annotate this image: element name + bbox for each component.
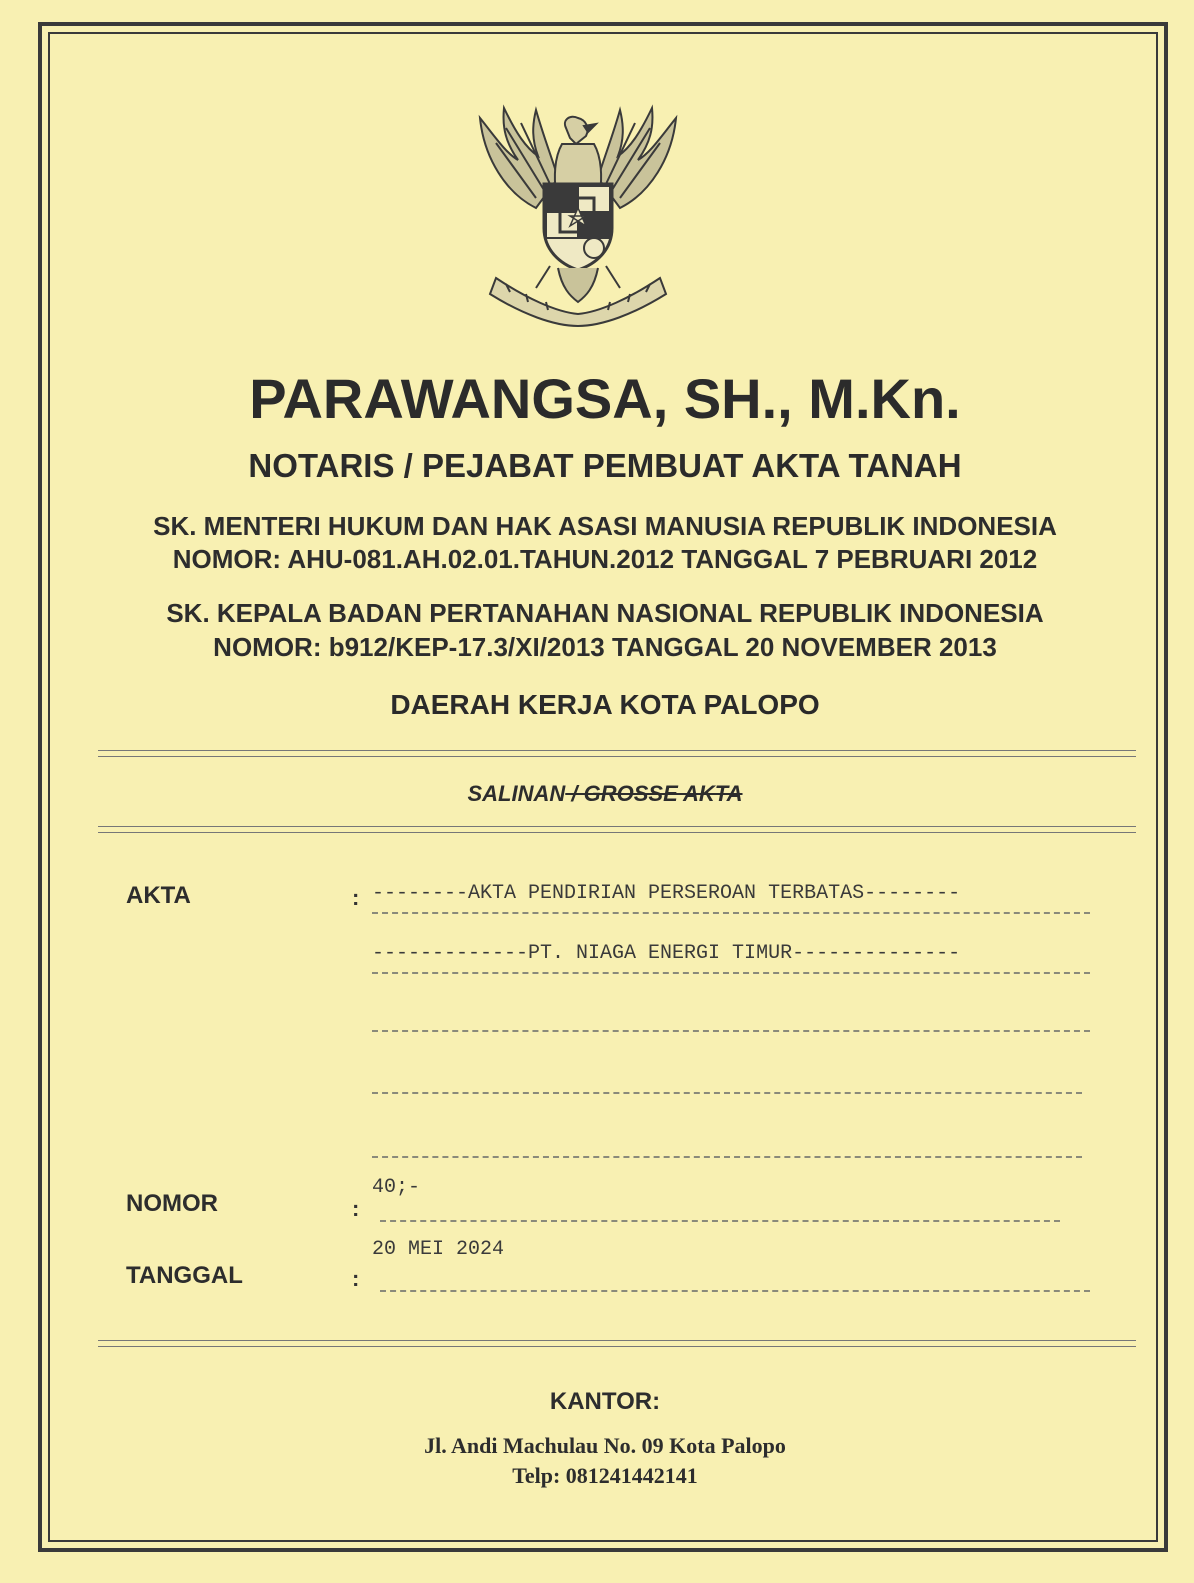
tanggal-value: 20 MEI 2024 (372, 1238, 505, 1261)
work-region: DAERAH KERJA KOTA PALOPO (390, 689, 820, 720)
nomor-label: NOMOR (126, 1190, 218, 1217)
copy-type-kept: SALINAN (467, 781, 566, 806)
akta-label: AKTA (126, 882, 191, 909)
nomor-colon: : (352, 1196, 360, 1221)
office-phone: Telp: 081241442141 (512, 1463, 698, 1488)
sk-bpn-line1: SK. KEPALA BADAN PERTANAHAN NASIONAL REPUBLIK INDONESIA (166, 598, 1044, 628)
office-heading: KANTOR: (549, 1388, 661, 1415)
dotted-line (372, 1156, 1082, 1158)
sk-menteri-line2: NOMOR: AHU-081.AH.02.01.TAHUN.2012 TANGGAL 7 PEBRUARI 2012 (172, 544, 1038, 574)
garuda-emblem-icon (466, 98, 690, 330)
akta-title-line2: -------------PT. NIAGA ENERGI TIMUR-------------- (372, 942, 961, 965)
sk-menteri-line1: SK. MENTERI HUKUM DAN HAK ASASI MANUSIA REPUBLIK INDONESIA (153, 511, 1057, 541)
dotted-line (380, 1290, 1090, 1292)
copy-type-struck: / GROSSE AKTA (565, 781, 743, 806)
copy-type (60, 781, 1150, 807)
akta-colon: : (352, 885, 360, 910)
notary-name: PARAWANGSA, SH., M.Kn. (249, 367, 961, 430)
tanggal-label: TANGGAL (126, 1262, 243, 1289)
divider-middle (98, 826, 1136, 833)
dotted-line (372, 1030, 1090, 1032)
divider-top (98, 750, 1136, 757)
dotted-line (372, 972, 1090, 974)
office-address: Jl. Andi Machulau No. 09 Kota Palopo (424, 1433, 786, 1458)
dotted-line (372, 912, 1090, 914)
akta-title-line1: --------AKTA PENDIRIAN PERSEROAN TERBATAS-------- (372, 882, 961, 905)
sk-bpn-line2: NOMOR: b912/KEP-17.3/XI/2013 TANGGAL 20 NOVEMBER 2013 (213, 632, 997, 662)
divider-bottom (98, 1340, 1136, 1347)
tanggal-colon: : (352, 1266, 360, 1291)
dotted-line (372, 1092, 1082, 1094)
nomor-value: 40;- (372, 1176, 421, 1199)
notary-role: NOTARIS / PEJABAT PEMBUAT AKTA TANAH (248, 447, 962, 484)
dotted-line (380, 1220, 1060, 1222)
